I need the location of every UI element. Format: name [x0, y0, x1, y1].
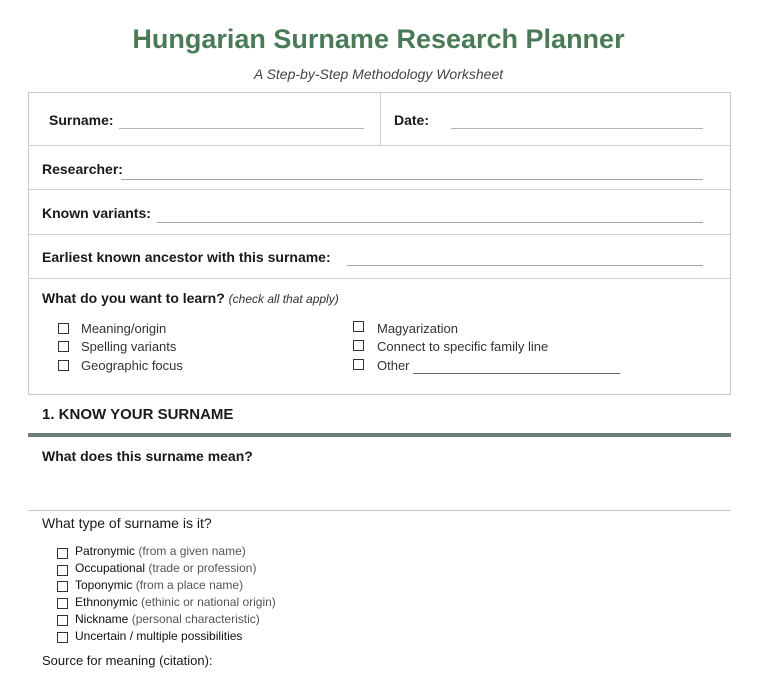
surname-field[interactable] — [119, 128, 364, 129]
row-divider — [29, 145, 730, 146]
checkbox-patronymic[interactable] — [57, 548, 68, 559]
type-item: Patronymic (from a given name) — [75, 544, 246, 558]
checkbox-magyarization[interactable] — [353, 321, 364, 332]
checkbox-meaning-origin[interactable] — [58, 323, 69, 334]
type-question: What type of surname is it? — [42, 515, 212, 531]
variants-label: Known variants: — [42, 205, 151, 221]
ancestor-label: Earliest known ancestor with this surname: — [42, 249, 331, 265]
checkbox-other[interactable] — [353, 359, 364, 370]
divider — [28, 510, 731, 511]
other-field[interactable] — [413, 373, 620, 374]
checkbox-spelling-variants[interactable] — [58, 341, 69, 352]
page-subtitle: A Step-by-Step Methodology Worksheet — [253, 66, 504, 82]
learn-label: What do you want to learn? (check all that apply) — [42, 290, 339, 306]
type-item: Ethnonymic (ethinic or national origin) — [75, 595, 276, 609]
checkbox-uncertain[interactable] — [57, 632, 68, 643]
checkbox-ethnonymic[interactable] — [57, 598, 68, 609]
variants-field[interactable] — [157, 222, 703, 223]
checkbox-toponymic[interactable] — [57, 581, 68, 592]
type-item: Uncertain / multiple possibilities — [75, 629, 243, 643]
checkbox-family-line[interactable] — [353, 340, 364, 351]
section-divider — [28, 433, 731, 437]
date-label: Date: — [394, 112, 430, 128]
type-item: Occupational (trade or profession) — [75, 561, 257, 575]
source-label: Source for meaning (citation): — [42, 653, 213, 668]
learn-note: (check all that apply) — [228, 292, 339, 306]
option-label: Magyarization — [377, 321, 458, 336]
checkbox-occupational[interactable] — [57, 565, 68, 576]
type-item: Toponymic (from a place name) — [75, 578, 244, 592]
row-divider — [29, 278, 730, 279]
option-label: Spelling variants — [81, 339, 177, 354]
option-label: Connect to specific family line — [377, 339, 549, 354]
ancestor-field[interactable] — [347, 265, 703, 266]
checkbox-nickname[interactable] — [57, 615, 68, 626]
researcher-field[interactable] — [121, 179, 703, 180]
section-heading: 1. KNOW YOUR SURNAME — [42, 406, 234, 423]
surname-label: Surname: — [49, 112, 114, 128]
row-divider — [29, 189, 730, 190]
page-title: Hungarian Surname Research Planner — [132, 24, 625, 54]
row-divider — [380, 93, 381, 145]
type-item: Nickname (personal characteristic) — [75, 612, 260, 626]
option-label: Geographic focus — [81, 358, 183, 373]
info-form-box — [28, 92, 731, 395]
option-label: Other — [377, 358, 410, 373]
checkbox-geographic-focus[interactable] — [58, 360, 69, 371]
meaning-question: What does this surname mean? — [42, 448, 253, 464]
option-label: Meaning/origin — [81, 321, 167, 336]
date-field[interactable] — [451, 128, 703, 129]
researcher-label: Researcher: — [42, 161, 123, 177]
row-divider — [29, 234, 730, 235]
